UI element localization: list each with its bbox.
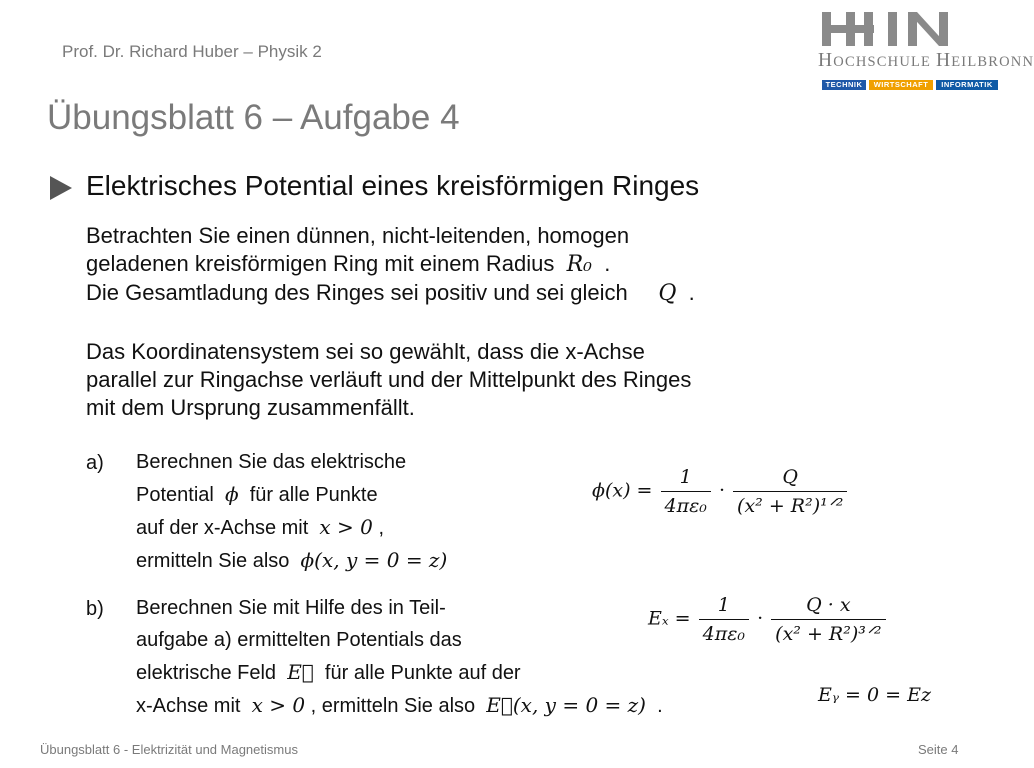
slide-title: Übungsblatt 6 – Aufgabe 4 (47, 98, 460, 137)
part-b-line-2: aufgabe a) ermittelten Potentials das (136, 629, 462, 651)
part-b-text (136, 592, 663, 722)
tag-technik: TECHNIK (822, 80, 866, 90)
formula-phi: 𝜙(𝑥) = $\frac{1}{\text{4𝜋𝜀₀}}$ · $\frac{\text{𝑄}}{\text{(𝑥² + 𝑅²)¹ᐟ²}}$ (592, 466, 849, 517)
part-a-line-1: Berechnen Sie das elektrische (136, 451, 407, 473)
logo-tags (822, 80, 998, 90)
tag-informatik: INFORMATIK (936, 80, 998, 90)
footer-page-number: Seite 4 (918, 742, 959, 757)
part-b-letter: b) (86, 598, 104, 620)
logo-name: HOCHSCHULE HEILBRONN (818, 50, 1034, 71)
part-a-line-2: Potential 𝜙 für alle Punkte (136, 482, 378, 506)
charge-symbol: 𝑄 (658, 281, 677, 306)
part-a-text (136, 446, 447, 577)
intro-paragraph (86, 222, 695, 308)
intro-line-2: geladenen kreisförmigen Ring mit einem Radius 𝑅₀ . (86, 251, 611, 277)
intro-line-1: Betrachten Sie einen dünnen, nicht-leitenden, homogen (86, 223, 630, 248)
coord-line-3: mit dem Ursprung zusammenfällt. (86, 395, 415, 420)
part-b-line-3: elektrische Feld 𝐸⃗ für alle Punkte auf der (136, 660, 521, 684)
part-a-line-3: auf der x-Achse mit 𝑥 > 0 , (136, 515, 385, 539)
part-b-line-1: Berechnen Sie mit Hilfe des in Teil- (136, 597, 446, 619)
coord-line-1: Das Koordinatensystem sei so gewählt, dass die x-Achse (86, 339, 645, 364)
part-a-line-4: ermitteln Sie also 𝜙(𝑥, 𝑦 = 0 = 𝑧) (136, 548, 448, 572)
bullet-heading: Elektrisches Potential eines kreisförmigen Ringes (86, 170, 700, 201)
coord-paragraph (86, 338, 691, 422)
header-lecturer: Prof. Dr. Richard Huber – Physik 2 (62, 42, 322, 61)
tag-wirtschaft: WIRTSCHAFT (869, 80, 933, 90)
formula-ex: 𝐸ₓ = $\frac{1}{\text{4𝜋𝜀₀}}$ · $\frac{\text{𝑄 · 𝑥}}{\text{(𝑥² + 𝑅²)³ᐟ²}}$ (648, 594, 888, 645)
part-b-line-4: x-Achse mit 𝑥 > 0 , ermitteln Sie also 𝐸⃗(𝑥, 𝑦 = 0 = 𝑧) . (136, 693, 663, 717)
triangle-bullet-icon (48, 174, 74, 202)
radius-symbol: 𝑅₀ (566, 252, 592, 277)
intro-line-3: Die Gesamtladung des Ringes sei positiv und sei gleich 𝑄 . (86, 280, 695, 306)
footer-left: Übungsblatt 6 - Elektrizität und Magnetismus (40, 742, 298, 757)
formula-ey: 𝐸ᵧ = 0 = 𝐸𝑧 (818, 684, 931, 706)
part-a-letter: a) (86, 452, 104, 474)
coord-line-2: parallel zur Ringachse verläuft und der Mittelpunkt des Ringes (86, 367, 692, 392)
